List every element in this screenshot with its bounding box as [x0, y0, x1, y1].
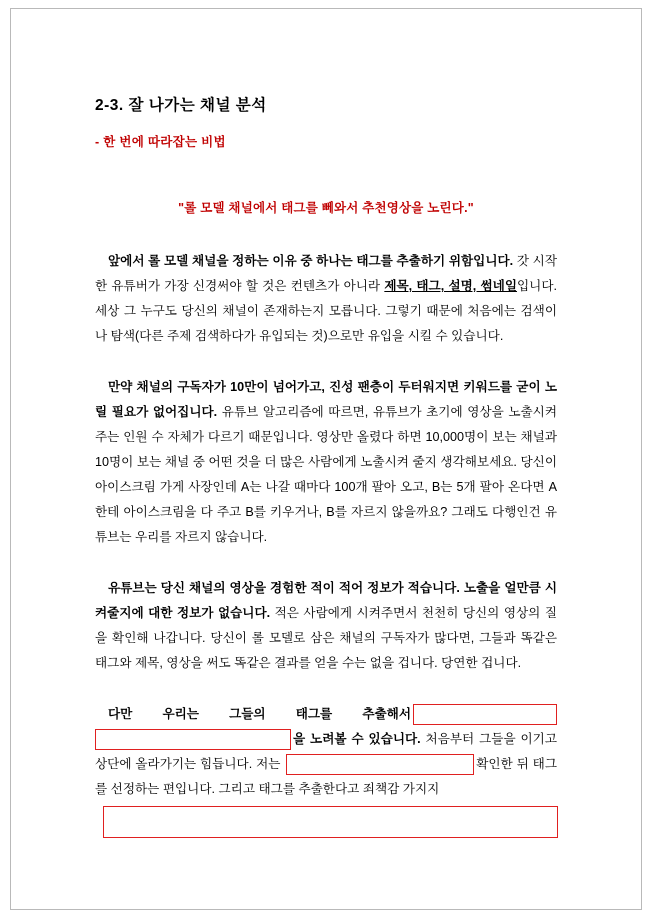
- paragraph-1-run-4: 입니다. 세상 그 누구도 당신의 채널이 존재하는지 모릅니다. 그렇기 때문에 처음에는 검색이나 탐색(다른 주제 검색하다가 유입되는 것)으로만 유입을 시킬 수 있습니다.: [95, 279, 558, 343]
- paragraph-1: [95, 249, 557, 349]
- page-subtitle: - 한 번에 따라잡는 비법: [95, 135, 226, 149]
- paragraph-3-run-2: 적은 사람에게 시켜주면서 천천히 당신의 영상의 질을 확인해 나갑니다. 당신이 롤 모델로 삼은 채널의 구독자가 많다면, 그들과 똑같은 태그와 제목, 영상을 써도 똑같은 결과를 얻을 수는 없을 겁니다. 당연한 겁니다.: [95, 606, 557, 670]
- paragraph-2-run-1: 만약 채널의 구독자가 10만이 넘어가고, 진성 팬층이 두터워지면 키워드를 굳이 노릴 필요가 없어집니다.: [95, 380, 557, 419]
- document-content: [95, 93, 557, 838]
- paragraph-4-tail-2: 확인한 뒤 태그를 선정하는 편입니다. 그리고 태그를 추출한다고 죄책감 가지지: [95, 757, 557, 796]
- pull-quote: "롤 모델 채널에서 태그를 뻬와서 추천영상을 노린다.": [178, 201, 474, 215]
- paragraph-1-run-3: 제목, 태그, 설명, 썸네일: [384, 279, 518, 293]
- paragraph-3: [95, 576, 557, 676]
- paragraph-4-tail-1: 처음부터 그들을 이기고 상단에 올라가기는 힘듭니다. 저는: [95, 732, 557, 771]
- document-page: [10, 8, 642, 910]
- redacted-field-3: [286, 754, 474, 775]
- redacted-field-1: [413, 704, 557, 725]
- paragraph-4-mid: 을 노려볼 수 있습니다.: [293, 732, 421, 746]
- paragraph-4: [95, 702, 557, 838]
- redacted-field-4: [103, 806, 558, 838]
- paragraph-3-run-1: 유튜브는 당신 채널의 영상을 경험한 적이 적어 정보가 적습니다. 노출을 얼만큼 시켜줄지에 대한 정보가 없습니다.: [95, 581, 557, 620]
- page-title: 2-3. 잘 나가는 채널 분석: [95, 97, 267, 114]
- redacted-field-2: [95, 729, 291, 750]
- paragraph-1-run-2: 갓 시작한 유튜버가 가장 신경써야 할 것은 컨텐츠가 아니라: [95, 254, 557, 293]
- paragraph-2-run-2: 유튜브 알고리즘에 따르면, 유튜브가 초기에 영상을 노출시켜주는 인원 수 자체가 다르기 때문입니다. 영상만 올렸다 하면 10,000명이 보는 채널과 10명이 보는 채널 중 어떤 것을 더 많은 사람에게 노출시켜 줄지 생각해보세요. 당신이 아이스크림 가게 사장인데 A는 나갈 때마다 100개 팔아 오고, B는 5개 팔아 온다면 A한테 아이스크림을 다 주고 B를 키우거나, B를 자르지 않을까요? 그래도 다행인건 유튜브는 우리를 자르지 않습니다.: [95, 405, 557, 544]
- paragraph-2: [95, 375, 557, 550]
- paragraph-4-lead: 다만 우리는 그들의 태그를 추출해서: [108, 707, 411, 721]
- paragraph-1-run-1: 앞에서 롤 모델 채널을 정하는 이유 중 하나는 태그를 추출하기 위함입니다.: [108, 254, 517, 268]
